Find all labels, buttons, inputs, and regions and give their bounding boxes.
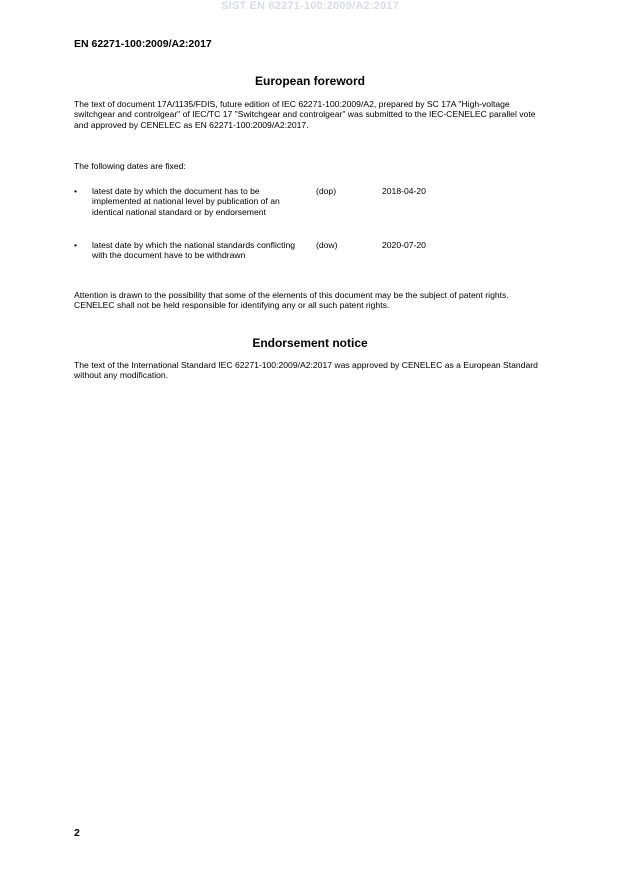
bullet-icon: • xyxy=(74,240,78,250)
date-item-code: (dop) xyxy=(316,186,337,196)
endorsement-title: Endorsement notice xyxy=(252,336,368,350)
foreword-title: European foreword xyxy=(254,74,365,88)
date-item-value: 2018-04-20 xyxy=(382,186,426,196)
page-number: 2 xyxy=(74,827,80,839)
date-item-description: latest date by which the national standards conflicting with the document have to be withdrawn xyxy=(92,240,296,261)
document-identifier: EN 62271-100:2009/A2:2017 xyxy=(74,38,212,50)
patent-attention-paragraph: Attention is drawn to the possibility that some of the elements of this document may be the subject of patent rights. CENELEC shall not be held responsible for identifying any or all such patent rights. xyxy=(74,290,509,311)
watermark: SIST EN 62271-100:2009/A2:2017 xyxy=(221,0,399,12)
foreword-intro-paragraph: The text of document 17A/1135/FDIS, future edition of IEC 62271-100:2009/A2, prepared by SC 17A "High-voltage switchgear and controlgear" of IEC/TC 17 "Switchgear and controlgear" was submitted to the IEC-CENELEC parallel vote and approved by CENELEC as EN 62271-100:2009/A2:2017. xyxy=(74,99,536,130)
endorsement-paragraph: The text of the International Standard IEC 62271-100:2009/A2:2017 was approved by CENELEC as a European Standard without any modification. xyxy=(74,360,538,381)
dates-intro-paragraph: The following dates are fixed: xyxy=(74,161,186,171)
date-item-description: latest date by which the document has to be implemented at national level by publication of an identical national standard or by endorsement xyxy=(92,186,280,217)
date-item-value: 2020-07-20 xyxy=(382,240,426,250)
bullet-icon: • xyxy=(74,186,78,196)
date-item-code: (dow) xyxy=(316,240,338,250)
